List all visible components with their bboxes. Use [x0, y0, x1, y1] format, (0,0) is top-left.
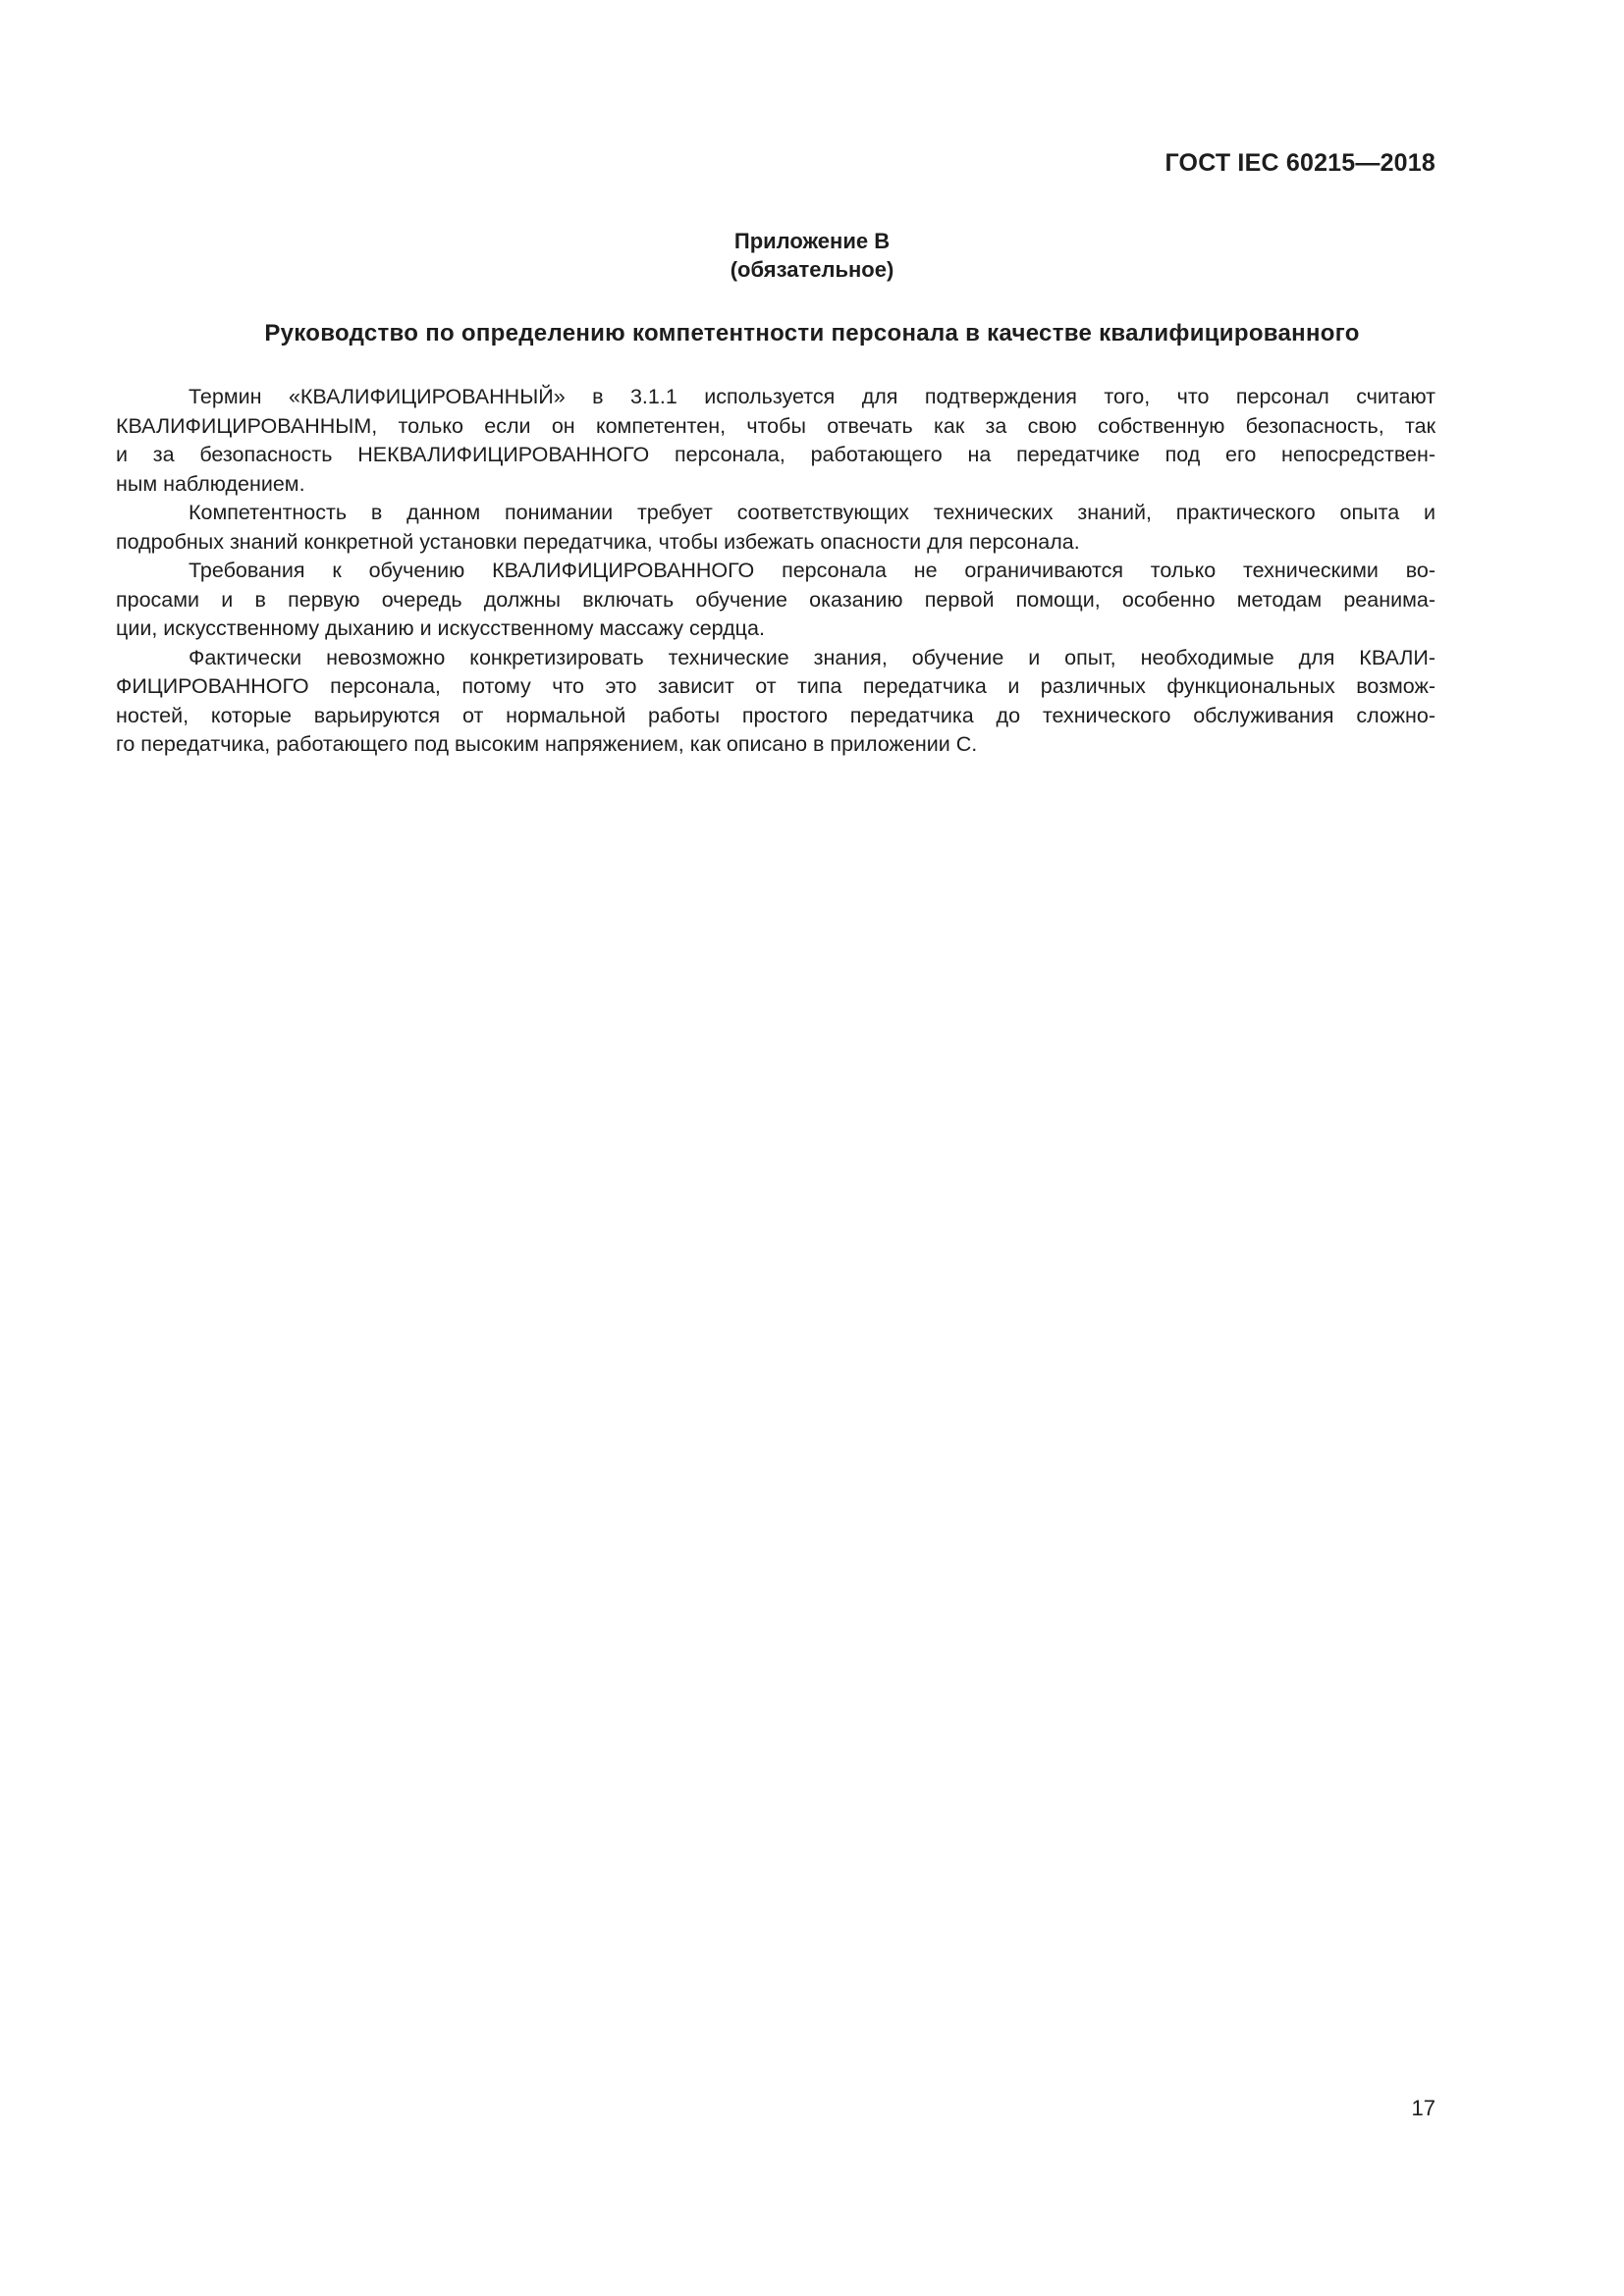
- paragraph-line: ФИЦИРОВАННОГО персонала, потому что это зависит от типа передатчика и различных функциональных возмож-: [116, 674, 1435, 698]
- paragraph-line: Требования к обучению КВАЛИФИЦИРОВАННОГО персонала не ограничиваются только техническими во-: [189, 559, 1435, 582]
- page-number: 17: [1411, 2096, 1435, 2120]
- paragraph: [116, 644, 1435, 760]
- appendix-status: (обязательное): [730, 257, 894, 282]
- paragraph-line: ностей, которые варьируются от нормальной работы простого передатчика до технического обслуживания сложно-: [116, 703, 1435, 727]
- document-code: ГОСТ IEC 60215—2018: [1164, 149, 1435, 177]
- paragraph-line: просами и в первую очередь должны включать обучение оказанию первой помощи, особенно методам реанима-: [116, 587, 1435, 612]
- paragraph-line: Термин «КВАЛИФИЦИРОВАННЫЙ» в 3.1.1 используется для подтверждения того, что персонал считают: [189, 385, 1435, 408]
- paragraph-line: КВАЛИФИЦИРОВАННЫМ, только если он компетентен, чтобы отвечать как за свою собственную безопасность, так: [116, 413, 1435, 438]
- paragraph: [116, 499, 1435, 557]
- paragraph: [116, 383, 1435, 499]
- paragraph-line: Компетентность в данном понимании требует соответствующих технических знаний, практического опыта и: [189, 501, 1435, 524]
- paragraph-line: ным наблюдением.: [116, 471, 305, 496]
- paragraph-line: и за безопасность НЕКВАЛИФИЦИРОВАННОГО персонала, работающего на передатчике под его непосредствен-: [116, 443, 1435, 466]
- paragraph-line: Фактически невозможно конкретизировать технические знания, обучение и опыт, необходимые для КВАЛИ-: [189, 645, 1435, 669]
- section-heading: Руководство по определению компетентности персонала в качестве квалифицированного: [264, 320, 1360, 347]
- paragraph: [116, 557, 1435, 644]
- paragraph-line: го передатчика, работающего под высоким напряжением, как описано в приложении С.: [116, 732, 978, 756]
- body-text: [116, 383, 1435, 760]
- paragraph-line: ции, искусственному дыханию и искусственному массажу сердца.: [116, 616, 765, 640]
- appendix-title: Приложение B: [733, 229, 891, 253]
- paragraph-line: подробных знаний конкретной установки передатчика, чтобы избежать опасности для персонала.: [116, 529, 1080, 554]
- appendix-heading: [0, 227, 1624, 284]
